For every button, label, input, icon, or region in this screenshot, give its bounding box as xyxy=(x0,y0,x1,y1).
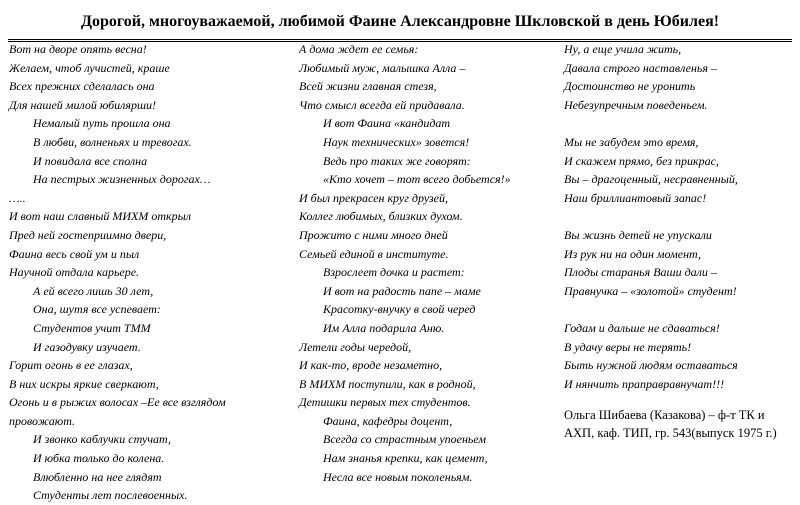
poem-line: Вы жизнь детей не упускали xyxy=(564,227,712,242)
poem-line: Наук технических» зовется! xyxy=(323,134,470,149)
poem-line: Фаина, кафедры доцент, xyxy=(323,413,453,428)
poem-line: Студентов учит ТММ xyxy=(33,320,151,335)
poem-line: Давала строго наставленья – xyxy=(564,60,717,75)
poem-line: Годам и дальше не сдаваться! xyxy=(564,320,720,335)
poem-line: Плоды старанья Ваши дали – xyxy=(564,265,717,280)
poem-line: Немалый путь прошла она xyxy=(33,116,171,131)
poem-line: А дома ждет ее семья: xyxy=(299,42,419,56)
poem-line: Быть нужной людям оставаться xyxy=(564,358,738,373)
poem-line: И нянчить праправравнучат!!! xyxy=(564,376,725,391)
poem-line: Нам знанья крепки, как цемент, xyxy=(323,451,488,466)
poem-line: Коллег любимых, близких духом. xyxy=(299,209,463,224)
poem-line: ….. xyxy=(9,190,26,205)
poem-line: Горит огонь в ее глазах, xyxy=(9,358,133,373)
poem-line: Ведь про таких же говорят: xyxy=(323,153,471,168)
poem-line: И звонко каблучки стучат, xyxy=(33,432,172,447)
poem-line: Мы не забудем это время, xyxy=(564,134,699,149)
poem-line: «Кто хочет – тот всего добьется!» xyxy=(323,172,511,187)
poem-line: Пред ней гостеприимно двери, xyxy=(9,227,167,242)
poem-line: Несла все новым поколеньям. xyxy=(323,469,473,484)
poem-line: Вы – драгоценный, несравненный, xyxy=(564,172,738,187)
poem-line: И скажем прямо, без прикрас, xyxy=(564,153,719,168)
dedication-title: Дорогой, многоуважаемой, любимой Фаине Александровне Шкловской в день Юбилея! xyxy=(80,13,720,30)
stanza-gap xyxy=(564,300,738,319)
poem-line: Прожито с ними много дней xyxy=(299,227,448,242)
poem-line: Научной отдала карьере. xyxy=(9,265,140,280)
poem-line: Фаина весь свой ум и пыл xyxy=(9,246,140,261)
poem-line: И вот Фаина «кандидат xyxy=(323,116,451,131)
poem-line: Наш бриллиантовый запас! xyxy=(564,190,707,205)
poem-line: Небезупречным поведеньем. xyxy=(564,97,708,112)
poem-line: Ну, а еще учила жить, xyxy=(564,42,682,56)
poem-line: Она, шутя все успевает: xyxy=(33,302,161,317)
poem-line: Правнучка – «золотой» студент! xyxy=(564,283,737,298)
poem-line: В любви, волненьях и тревогах. xyxy=(33,134,192,149)
poem-line: Что смысл всегда ей придавала. xyxy=(299,97,465,112)
poem-line: Из рук ни на один момент, xyxy=(564,246,702,261)
stanza-gap xyxy=(564,114,738,133)
poem-line: Вот на дворе опять весна! xyxy=(9,42,147,56)
poem-line: И был прекрасен круг друзей, xyxy=(299,190,448,205)
poem-line: Любимый муж, малышка Алла – xyxy=(299,60,466,75)
poem-line: И как-то, вроде незаметно, xyxy=(299,358,443,373)
poem-line: Для нашей милой юбилярши! xyxy=(9,97,157,112)
poem-line: И юбка только до колена. xyxy=(33,451,165,466)
poem-line: Огонь и в рыжих волосах –Ее все взглядом xyxy=(9,395,226,410)
poem-line: Желаем, чтоб лучистей, краше xyxy=(9,60,170,75)
stanza-gap xyxy=(564,207,738,226)
poem-line: В удачу веры не терять! xyxy=(564,339,692,354)
poem-line: Семьей единой в институте. xyxy=(299,246,449,261)
poem-line: Всех прежних сделалась она xyxy=(9,79,155,94)
poem-line: В МИХМ поступили, как в родной, xyxy=(299,376,476,391)
poem-line: И газодувку изучает. xyxy=(33,339,141,354)
poem-line: Детишки первых тех студентов. xyxy=(299,395,471,410)
poem-line: В них искры яркие сверкают, xyxy=(9,376,159,391)
poem-line: И вот на радость папе – маме xyxy=(323,283,481,298)
poem-line: Летели годы чередой, xyxy=(299,339,412,354)
poem-line: Всей жизни главная стезя, xyxy=(299,79,437,94)
poem-line: Достоинство не уронить xyxy=(564,79,696,94)
poem-line: Красотку-внучку в свой черед xyxy=(323,302,476,317)
poem-line: На пестрых жизненных дорогах… xyxy=(33,172,211,187)
poem-line: А ей всего лишь 30 лет, xyxy=(33,283,154,298)
poem-line: И повидала все сполна xyxy=(33,153,148,168)
poem-line: Им Алла подарила Аню. xyxy=(323,320,445,335)
poem-line: провожают. xyxy=(9,413,76,428)
poem-column-3 xyxy=(564,40,738,393)
poem-column-1 xyxy=(9,40,226,505)
poem-column-2 xyxy=(299,40,511,486)
poem-line: Взрослеет дочка и растет: xyxy=(323,265,465,280)
poem-line: Всегда со страстным упоеньем xyxy=(323,432,487,447)
poem-line: И вот наш славный МИХМ открыл xyxy=(9,209,192,224)
signature: Ольга Шибаева (Казакова) – ф-т ТК и АХП, каф. ТИП, гр. 543(выпуск 1975 г.) xyxy=(564,408,777,440)
poem-line: Влюбленно на нее глядят xyxy=(33,469,162,484)
poem-line: Студенты лет послевоенных. xyxy=(33,488,188,503)
